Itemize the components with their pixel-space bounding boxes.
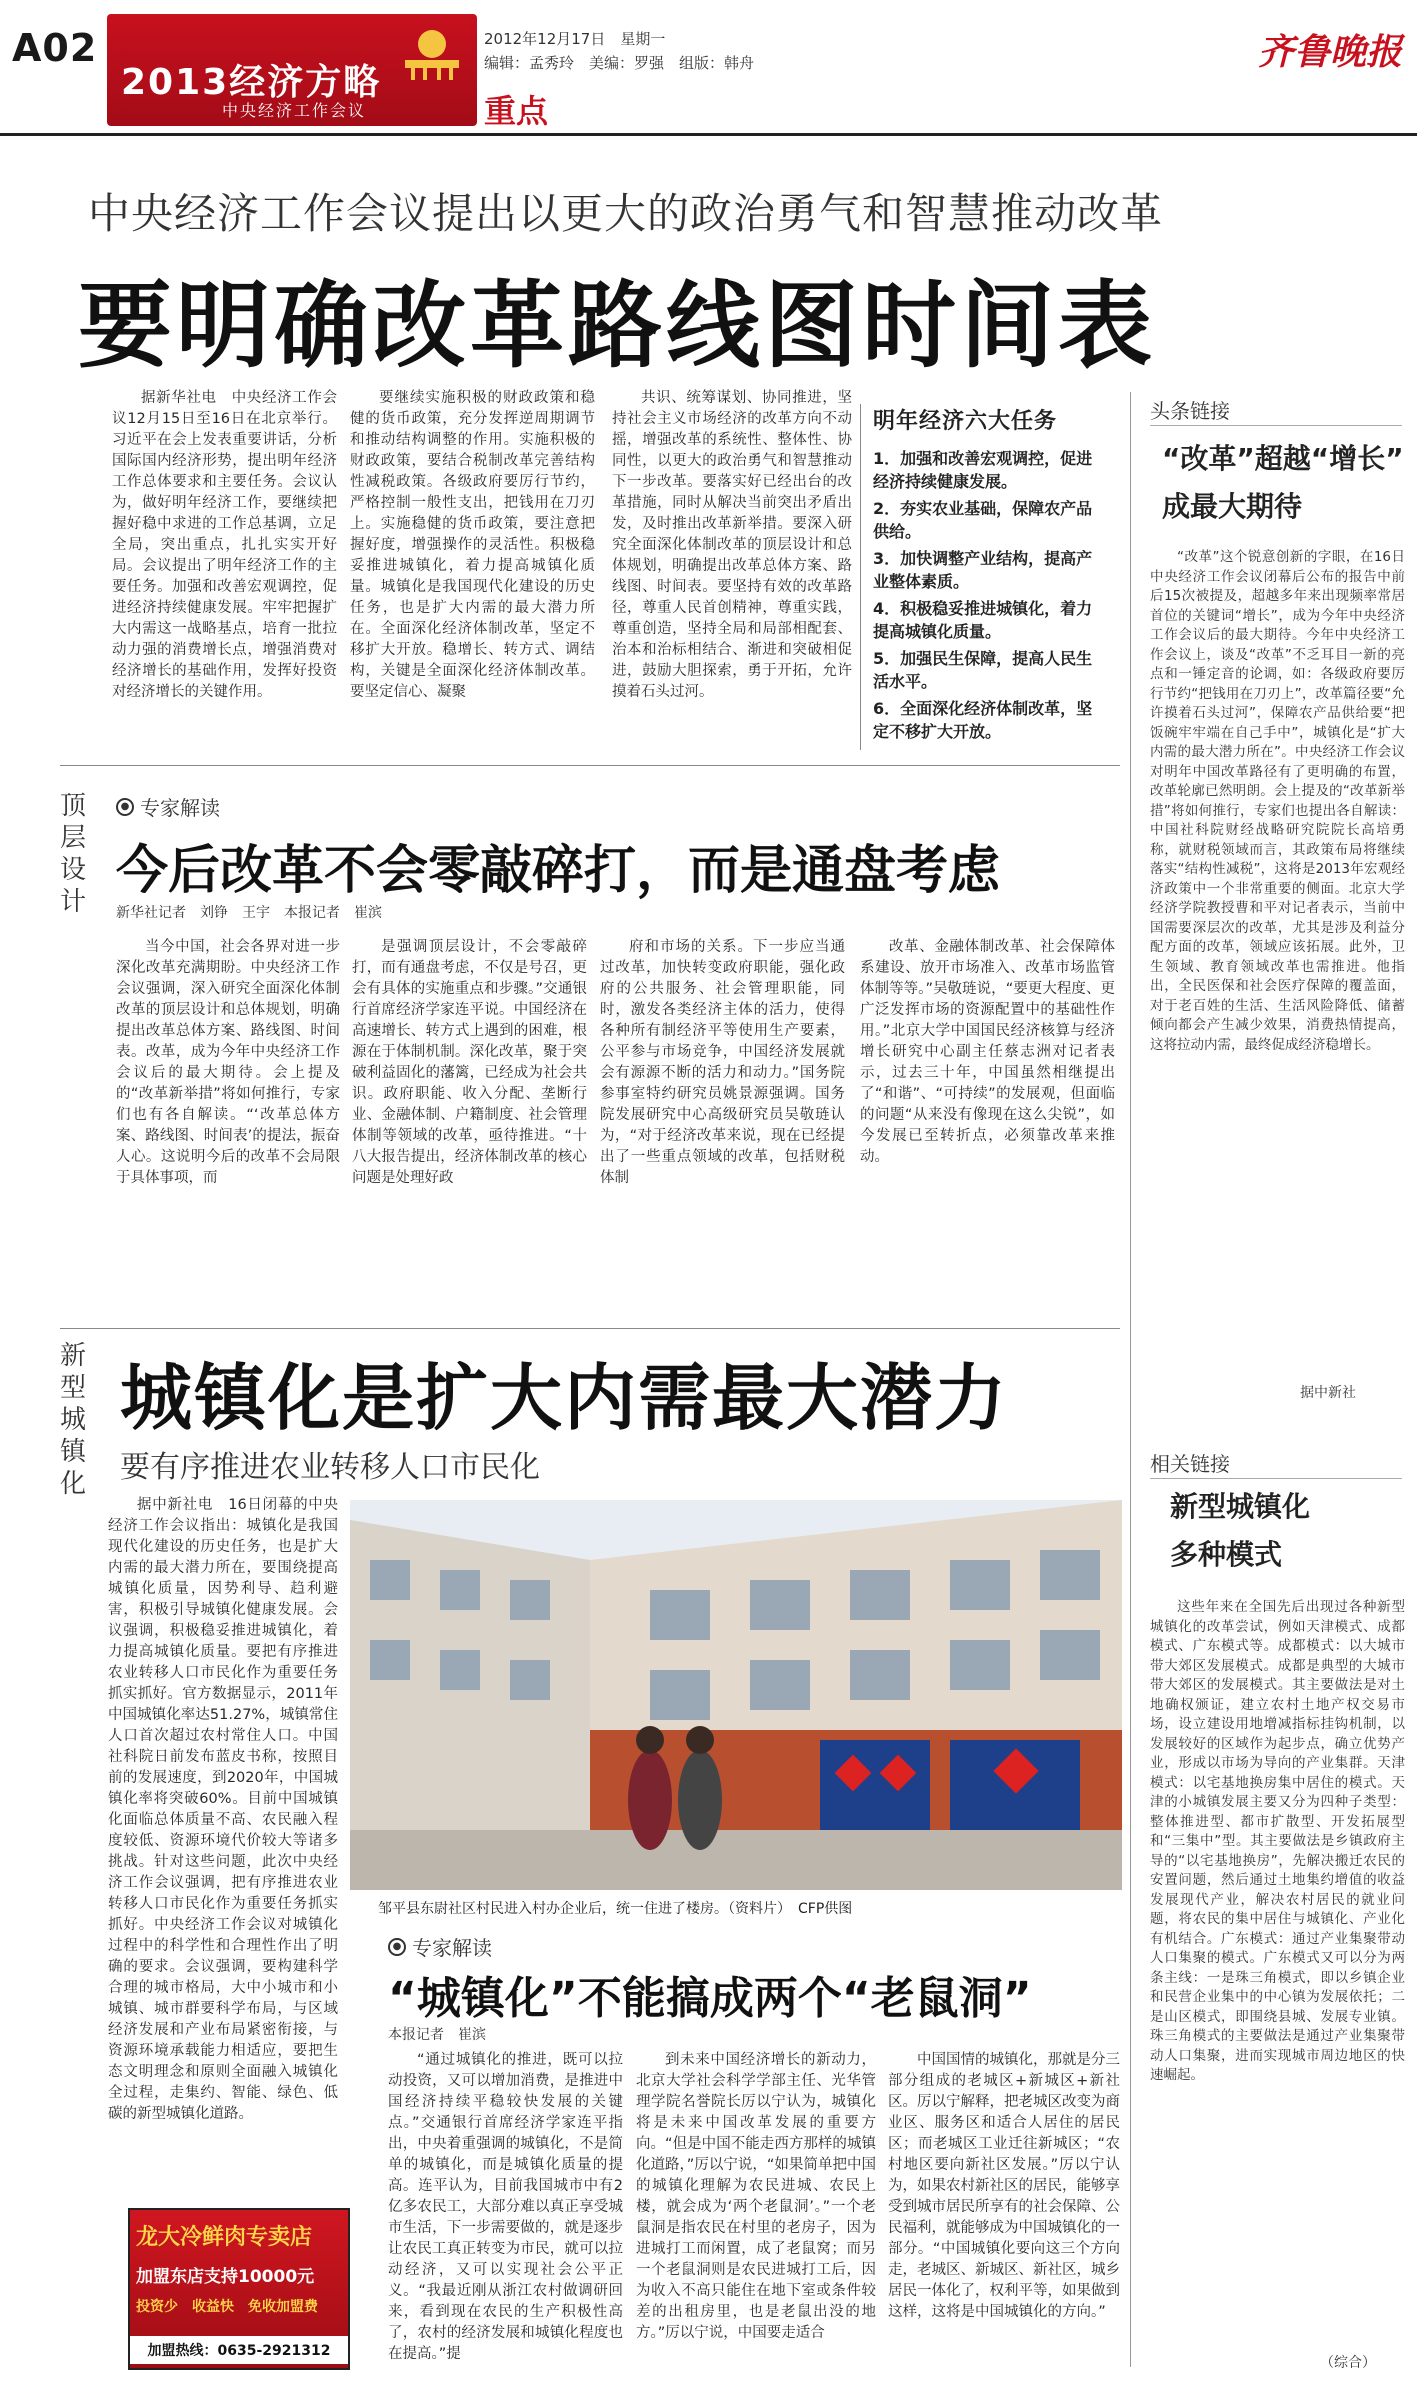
sidebar1-title-1: “改革”超越“增长” [1162, 442, 1404, 475]
story3-headline: 城镇化是扩大内需最大潜力 [120, 1356, 1009, 1440]
story3-column-1: 据中新社电 16日闭幕的中央经济工作会议指出：城镇化是我国现代化建设的历史任务，也是扩大内需的最大潜力所在，要围绕提高城镇化质量，因势利导、趋利避害，积极引导城镇化健康发展。会议强调，积极稳妥推进城镇化，着力提高城镇化质量。要把有序推进农业转移人口市民化作为重要任务抓实抓好。官方数据显示，2011年中国城镇化率达51.27%，城镇常住人口首次超过农村常住人口。中国社科院日前发布蓝皮书称，按照目前的发展速度，到2020年，中国城镇化率将突破60%。目前中国城镇化面临总体质量不高、农民融入程度较低、资源环境代价较大等诸多挑战。针对这些问题，此次中央经济工作会议强调，把有序推进农业转移人口市民化作为重要任务抓实抓好。中央经济工作会议对城镇化过程中的科学性和合理性作出了明确的要求。会议强调，要构建科学合理的城市格局，大中小城市和小城镇、城市群要科学布局，与区域经济发展和产业布局紧密衔接，与资源环境承载能力相适应，要把生态文明理念和原则全面融入城镇化全过程，走集约、智能、绿色、低碳的新型城镇化道路。 [108, 1497, 338, 2122]
lead-column-3: 共识、统筹谋划、协同推进，坚持社会主义市场经济的改革方向不动摇，增强改革的系统性、整体性、协同性，以更大的政治勇气和智慧推动下一步改革。要落实好已经出台的改革措施，同时从解决当前突出矛盾出发，及时推出改革新举措。要深入研究全面深化体制改革的顶层设计和总体规划，明确提出改革总体方案、路线图、时间表。要坚持有效的改革路径，尊重人民首创精神，尊重实践，尊重创造，坚持全局和局部相配套、治本和治标相结合、渐进和突破相促进，鼓励大胆探索，勇于开拓，允许摸着石头过河。 [612, 390, 852, 700]
sub-story-column-2: 到未来中国经济增长的新动力，北京大学社会科学学部主任、光华管理学院名誉院长厉以宁认为，城镇化将是未来中国改革发展的重要方向。“但是中国不能走西方那样的城镇化道路，”厉以宁说，“如果简单把中国的城镇化理解为农民进城、农民上楼，就会成为‘两个老鼠洞’。”一个老鼠洞是指农民在村里的老房子，因为进城打工而闲置，成了老鼠窝；而另一个老鼠洞则是农民进城打工后，因为收入不高只能住在地下室或条件较差的出租房里，也是老鼠出没的地方。”厉以宁说，中国要走适合 [636, 2052, 876, 2341]
lead-headline: 要明确改革路线图时间表 [78, 272, 1157, 381]
story2-column-3: 府和市场的关系。下一步应当通过改革，加快转变政府职能，强化政府的公共服务、社会管理职能，同时，激发各类经济主体的活力，使得各种所有制经济平等使用生产要素，公平参与市场竞争，中国经济发展就会有源源不断的活力和动力。”国务院参事室特约研究员姚景源强调。国务院发展研究中心高级研究员吴敬琏认为，“对于经济改革来说，现在已经提出了一些重点领域的改革，包括财税体制 [600, 939, 845, 1186]
tasks-box [860, 404, 1106, 750]
issue-date: 2012年12月17日 星期一 [484, 30, 666, 48]
story2-column-2: 是强调顶层设计，不会零敲碎打，而有通盘考虑，不仅是号召，更会有具体的实施重点和步骤。”交通银行首席经济学家连平说。中国经济在高速增长、转方式上遇到的困难，根源在于体制机制。深化改革，聚于突破利益固化的藩篱，已经成为社会共识。政府职能、收入分配、垄断行业、金融体制、户籍制度、社会管理体制等领域的改革，亟待推进。“十八大报告提出，经济体制改革的核心问题是处理好政 [352, 939, 587, 1186]
task-item: 1．加强和改善宏观调控，促进经济持续健康发展。 [873, 449, 1093, 491]
sidebar1-title-2: 成最大期待 [1162, 490, 1303, 523]
section-label: 重点 [484, 92, 549, 130]
story3-side-label: 新型城镇化 [60, 1341, 87, 1499]
ad-title: 龙大冷鲜肉专卖店 [136, 2225, 313, 2250]
sub-story-byline: 本报记者 崔滨 [388, 2027, 486, 2043]
sidebar-divider [1130, 392, 1131, 2367]
task-item: 2．夯实农业基础，保障农产品供给。 [873, 499, 1093, 541]
sidebar1-rule [1150, 425, 1402, 426]
task-item: 4．积极稳妥推进城镇化，着力提高城镇化质量。 [873, 599, 1093, 641]
sidebar1-label: 头条链接 [1150, 399, 1230, 423]
sidebar2-source: （综合） [1320, 2355, 1376, 2371]
lead-column-1: 据新华社电 中央经济工作会议12月15日至16日在北京举行。习近平在会上发表重要讲话，分析国际国内经济形势，提出明年经济工作总体要求和主要任务。会议认为，做好明年经济工作，要继续把握好稳中求进的工作总基调，立足全局，突出重点，扎扎实实开好局。会议提出了明年经济工作的主要任务。加强和改善宏观调控，促进经济持续健康发展。牢牢把握扩大内需这一战略基点，培育一批拉动力强的消费增长点，增强消费对经济增长的基础作用，发挥好投资对经济增长的关键作用。 [112, 390, 337, 700]
sidebar1-body: “改革”这个锐意创新的字眼，在16日中央经济工作会议闭幕后公布的报告中前后15次被提及，超越多年来出现频率常居首位的关键词“增长”，成为今年中央经济工作会议后的最大期待。今年中央经济工作会议上，谈及“改革”不乏耳目一新的亮点和一锤定音的论调，如：各级政府要厉行节约“把钱用在刀刃上”，改革篇径要“允许摸着石头过河”，保障农产品供给要“把饭碗牢牢端在自己手中”，城镇化是“扩大内需的最大潜力所在”。中央经济工作会议对明年中国改革路径有了更明确的布置，改革轮廓已然明朗。会上提及的“改革新举措”将如何推行，专家们也提出各自解读：中国社科院财经战略研究院院长高培勇称，就财税领域而言，其政策布局将继续落实“结构性减税”，这将是2013年宏观经济政策中一个非常重要的侧面。北京大学经济学院教授曹和平对记者表示，当前中国需要深层次的改革，尤其是涉及利益分配方面的改革，领域应该拓展。此外，卫生领域、教育领域改革也需推进。他指出，全民医保和社会医疗保障的覆盖面，对于老百姓的生活、生活风险降低、储蓄倾向都会产生减少效果，消费热情提高，这将拉动内需，最终促成经济稳增长。 [1150, 549, 1405, 1053]
story3-subhead: 要有序推进农业转移人口市民化 [120, 1450, 540, 1485]
expert-icon: ● [388, 1938, 406, 1956]
sub-story-column-1: “通过城镇化的推进，既可以拉动投资，又可以增加消费，是推进中国经济持续平稳较快发展的关键点。”交通银行首席经济学家连平指出，中央着重强调的城镇化，不是简单的城镇化，而是城镇化质量的提高。连平认为，目前我国城市中有2亿多农民工，大部分难以真正享受城市生活，下一步需要做的，就是逐步让农民工真正转变为市民，就可以拉动经济，又可以实现社会公平正义。“我最近刚从浙江农村做调研回来，看到现在农民的生产积极性高了，农村的经济发展和城镇化程度也在提高。”提 [388, 2052, 623, 2362]
lead-column-2: 要继续实施积极的财政政策和稳健的货币政策，充分发挥逆周期调节和推动结构调整的作用。实施积极的财政政策，要结合税制改革完善结构性减税政策。各级政府要厉行节约，严格控制一般性支出，把钱用在刀刃上。实施稳健的货币政策，要注意把握好度，增强操作的灵活性。积极稳妥推进城镇化，着力提高城镇化质量。城镇化是我国现代化建设的历史任务，也是扩大内需的最大潜力所在。全面深化经济体制改革，坚定不移扩大开放。稳增长、转方式、调结构，关键是全面深化经济体制改革。要坚定信心、凝聚 [350, 390, 595, 700]
residential-building-photo [350, 1500, 1122, 1890]
ad-promo: 加盟东店支持10000元 [136, 2267, 315, 2287]
task-item: 6．全面深化经济体制改革，坚定不移扩大开放。 [873, 699, 1093, 741]
sidebar2-title-1: 新型城镇化 [1170, 1490, 1311, 1523]
editor-credits: 编辑：孟秀玲 美编：罗强 组版：韩舟 [484, 54, 755, 72]
sub-story-headline: “城镇化”不能搞成两个“老鼠洞” [388, 1973, 1032, 2024]
advertisement[interactable] [128, 2208, 350, 2370]
great-hall-emblem-icon [397, 22, 467, 84]
tasks-title: 明年经济六大任务 [873, 409, 1058, 434]
sidebar2-label: 相关链接 [1150, 1452, 1230, 1476]
story2-headline: 今后改革不会零敲碎打，而是通盘考虑 [116, 841, 1001, 901]
header-rule [0, 133, 1417, 136]
task-item: 5．加强民生保障，提高人民生活水平。 [873, 649, 1093, 691]
sidebar2-body: 这些年来在全国先后出现过各种新型城镇化的改革尝试，例如天津模式、成都模式、广东模式等。成都模式：以大城市带大郊区发展模式。成都是典型的大城市带大郊区的发展模式。其主要做法是对土地确权颁证，建立农村土地产权交易市场，设立建设用地增减指标挂钩机制，以发展较好的区域作为起步点，确立优势产业，形成以市场为导向的产业集群。天津模式：以宅基地换房集中居住的模式。天津的小城镇发展主要又分为四种子类型：整体推进型、都市扩散型、开发拓展型和“三集中”型。其主要做法是乡镇政府主导的“以宅基地换房”，先解决搬迁农民的安置问题，然后通过土地集约增值的收益发展现代产业，解决农村居民的就业问题，将农民的集中居住与城镇化、产业化有机结合。广东模式：通过产业集聚带动人口集聚的模式。广东模式又可以分为两条主线：一是珠三角模式，即以乡镇企业和民营企业集中的中心镇为发展依托；二是山区模式，即围绕县城、发展专业镇。珠三角模式的主要做法是通过产业集聚带动人口集聚，进而实现城市周边地区的快速崛起。 [1150, 1599, 1405, 2083]
section-banner [107, 14, 477, 126]
story2-rule [60, 765, 1120, 766]
story2-byline: 新华社记者 刘铮 王宇 本报记者 崔滨 [116, 905, 382, 921]
sidebar2-rule [1150, 1478, 1402, 1479]
ad-tagline: 投资少 收益快 免收加盟费 [136, 2299, 318, 2315]
sub-story-badge-label: 专家解读 [412, 1936, 492, 1960]
ad-phone: 加盟热线：0635-2921312 [130, 2336, 348, 2364]
lead-kicker: 中央经济工作会议提出以更大的政治勇气和智慧推动改革 [88, 189, 1164, 238]
sub-story-column-3: 中国国情的城镇化，那就是分三部分组成的老城区+新城区+新社区。厉以宁解释，把老城区改变为商业区、服务区和适合人居住的居民区；而老城区工业迁往新城区；“农村地区要向新社区发展。”厉以宁认为，如果农村新社区的居民，能够享受到城市居民所享有的社会保障、公民福利，就能够成为中国城镇化的一部分。“中国城镇化要向这三个方向走，老城区、新城区、新社区，城乡居民一体化了，权利平等，如果做到这样，这将是中国城镇化的方向。” [888, 2052, 1120, 2320]
story2-column-1: 当今中国，社会各界对进一步深化改革充满期盼。中央经济工作会议强调，深入研究全面深化体制改革的顶层设计和总体规划，明确提出改革总体方案、路线图、时间表。改革，成为今年中央经济工作会议后的最大期待。会上提及的“改革新举措”将如何推行，专家们也有各自解读。“‘改革总体方案、路线图、时间表’的提法，振奋人心。这说明今后的改革不会局限于具体事项，而 [116, 939, 340, 1186]
story3-rule [60, 1328, 1120, 1329]
news-photo [350, 1500, 1122, 1890]
story2-badge [116, 792, 220, 821]
sidebar2-title-2: 多种模式 [1170, 1538, 1283, 1571]
expert-icon: ● [116, 798, 134, 816]
sub-story-badge [388, 1932, 492, 1961]
page-number: A02 [12, 26, 98, 70]
story2-badge-label: 专家解读 [140, 796, 220, 820]
story2-column-4: 改革、金融体制改革、社会保障体系建设、放开市场准入、改革市场监管体制等等。”吴敬琏说，“要更大程度、更广泛发挥市场的资源配置中的基础性作用。”北京大学中国国民经济核算与经济增长研究中心副主任蔡志洲对记者表示，过去三十年，中国虽然相继提出了“和谐”、“可持续”的发展观，但面临的问题“从来没有像现在这么尖锐”，如今发展已至转折点，必须靠改革来推动。 [860, 939, 1115, 1165]
banner-subtitle: 中央经济工作会议 [222, 101, 367, 120]
sidebar1-source: 据中新社 [1300, 1385, 1356, 1401]
masthead-logo: 齐鲁晚报 [1258, 31, 1403, 73]
photo-caption: 邹平县东尉社区村民进入村办企业后，统一住进了楼房。（资料片） CFP供图 [378, 1901, 853, 1917]
task-item: 3．加快调整产业结构，提高产业整体素质。 [873, 549, 1093, 591]
banner-title: 2013经济方略 [121, 62, 382, 103]
story2-side-label: 顶层设计 [60, 791, 87, 917]
